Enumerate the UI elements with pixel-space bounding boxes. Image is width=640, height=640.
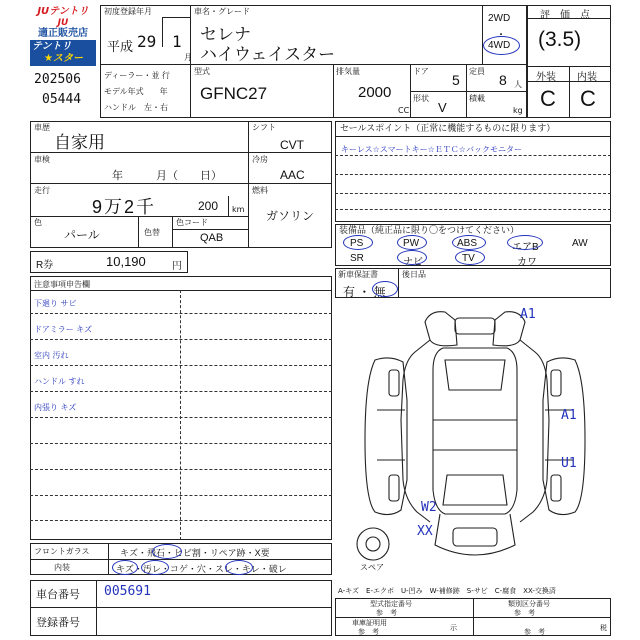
equipment-label: 装備品（純正品に限り〇をつけてください） [339,226,520,236]
mileage-sub: 200 [198,199,219,213]
drive-4wd: 4WD [488,40,511,51]
equip-leather: カワ [517,257,537,268]
drive-dot: ・ [496,30,506,41]
handle-label: ハンドル 左・右 [104,103,168,112]
registration-label: 初度登録年月 [104,7,152,16]
usage-label: 車歴 [34,123,50,132]
interior-scratch-circle [112,560,138,575]
color-label: 色 [34,218,42,227]
damage-mark-a1-front: A1 [520,307,536,322]
note-item-3: 室内 汚れ [34,351,69,360]
cc-label: CC [398,106,410,115]
interior-cond-label: 内装 [54,563,70,572]
km-label: km [232,205,245,214]
fuel: ガソリン [266,209,315,223]
color-change-label: 色替 [144,228,160,237]
exterior-label: 外装 [536,72,556,83]
warranty-label: 新車保証書 [338,270,378,279]
door-label: ドア [413,67,429,76]
damage-mark-xx: XX [417,524,433,539]
model-year-label: モデル年式 年 [104,87,168,96]
exterior-score: C [540,86,556,111]
inspection: 年 月（ 日） [112,170,222,182]
interior-cond-options: キズ・汚レ・コゲ・穴・スレ・キレ・破レ [116,564,287,574]
category-number-ref: 参 考 [514,609,535,617]
recycle-yen: 円 [172,261,182,272]
car-type: GFNC27 [200,84,268,103]
fuel-label: 燃料 [252,186,268,195]
shape: V [438,100,447,115]
model-number-ref: 参 考 [376,609,397,617]
chassis-label: 車台番号 [36,589,80,601]
car-name-label: 車名・グレード [194,7,250,16]
usage: 自家用 [54,133,105,152]
garage-cert-ref-2: 参 考 [524,628,545,636]
shift: CVT [280,138,304,152]
warranty-no-circle [372,281,398,297]
score-label: 評 価 点 [540,10,590,21]
warranty-value: 有 ・ 無 [343,285,386,299]
recycle-label: R券 [36,260,54,271]
sales-point-text: キーレス☆スマートキー☆ＥＴＣ☆バックモニター [341,145,522,154]
equip-abs-circle [452,235,486,250]
ac: AAC [280,168,305,182]
drive-2wd: 2WD [488,13,511,24]
damage-legend: A-キズ E-エクボ U-凹み W-補修跡 S-サビ C-腐食 XX-交換済 [338,587,556,595]
logo-star-banner [30,40,96,66]
note-item-1: 下廻り サビ [34,299,77,308]
dealer-label: ディーラー・並 行 [104,71,170,80]
plate-label: 登録番号 [36,617,80,629]
color-code-label: 色コード [176,218,208,227]
shape-label: 形状 [413,94,429,103]
capacity-label: 定員 [469,67,485,76]
notes-label: 注意事項申告欄 [34,280,90,289]
score-value: (3.5) [538,28,582,51]
equip-sr: SR [350,253,364,264]
logo-line3: 適正販売店 [38,28,88,39]
car-name: セレナ [200,25,251,44]
note-item-5: 内張り キズ [34,403,77,412]
garage-cert-label: 車庫証明用 [352,619,387,627]
color: パール [64,228,100,242]
damage-mark-w2: W2 [421,500,437,515]
front-glass-options: キズ・飛石・ヒビ割・リペア跡・X要 [120,548,270,558]
logo-line5: ★スター [44,53,83,64]
shift-label: シフト [252,123,276,132]
model-number-label: 型式指定番号 [370,600,412,608]
equip-pw: PW [403,238,420,249]
registration-year: 29 [137,32,157,51]
stock-number-2: 05444 [42,92,82,107]
registration-month-unit: 月 [184,53,192,62]
color-code: QAB [200,232,224,244]
ac-label: 冷房 [252,155,268,164]
spare-label: スペア [360,563,384,572]
logo-line4: テントリ [32,41,72,52]
equip-navi: ナビ [403,257,423,268]
displacement: 2000 [358,84,392,101]
damage-mark-u1: U1 [561,456,577,471]
equip-abs: ABS [457,238,478,249]
interior-score: C [580,86,596,111]
sales-point-label: セールスポイント（正常に機能するものに限ります） [340,124,556,134]
capacity: 8 [499,72,507,88]
equip-airbag: エアB [512,242,539,253]
chassis-number: 005691 [104,584,151,599]
registration-era: 平成 [107,39,134,54]
equip-airbag-circle [507,235,543,250]
displacement-label: 排気量 [336,67,360,76]
category-number-label: 類別区分番号 [508,600,550,608]
garage-cert-ref: 参 考 [358,628,379,636]
garage-cert-tail: 示 [450,624,457,632]
drive-4wd-circle [483,36,520,55]
recycle-amount: 10,190 [106,254,146,269]
interior-dirt-circle [141,560,169,575]
interior-wear-circle [225,560,253,575]
equip-aw: AW [572,238,588,249]
capacity-unit: 人 [514,80,522,89]
stock-number-1: 202506 [34,72,81,87]
inspection-label: 車検 [34,155,50,164]
glass-chip-circle [152,544,182,559]
equip-tv: TV [462,253,475,264]
registration-month: 1 [172,32,182,51]
equip-ps: PS [350,238,364,249]
back-order-label: 後日品 [402,270,426,279]
equip-pw-circle [397,235,427,250]
car-condition-diagram [335,300,611,582]
note-item-4: ハンドル すれ [34,377,85,386]
logo-line1: JUテントリ [37,6,89,17]
equip-ps-circle [343,235,373,250]
damage-mark-a1-right: A1 [561,408,577,423]
car-grade: ハイウェイスター [200,45,336,64]
interior-label: 内装 [577,72,597,83]
equip-tv-circle [455,250,485,265]
kg-label: kg [513,106,523,115]
logo-line2: JU [57,18,69,28]
front-glass-label: フロントガラス [34,547,90,556]
type-label: 型式 [194,67,210,76]
tax-tail: 税 [600,624,607,632]
mileage: 9万2千 [92,197,157,217]
doors: 5 [452,72,460,88]
brand-logo [30,6,96,66]
equip-navi-circle [397,250,427,265]
mileage-label: 走行 [34,186,50,195]
note-item-2: ドアミラー キズ [34,325,93,334]
load-label: 積載 [469,94,485,103]
